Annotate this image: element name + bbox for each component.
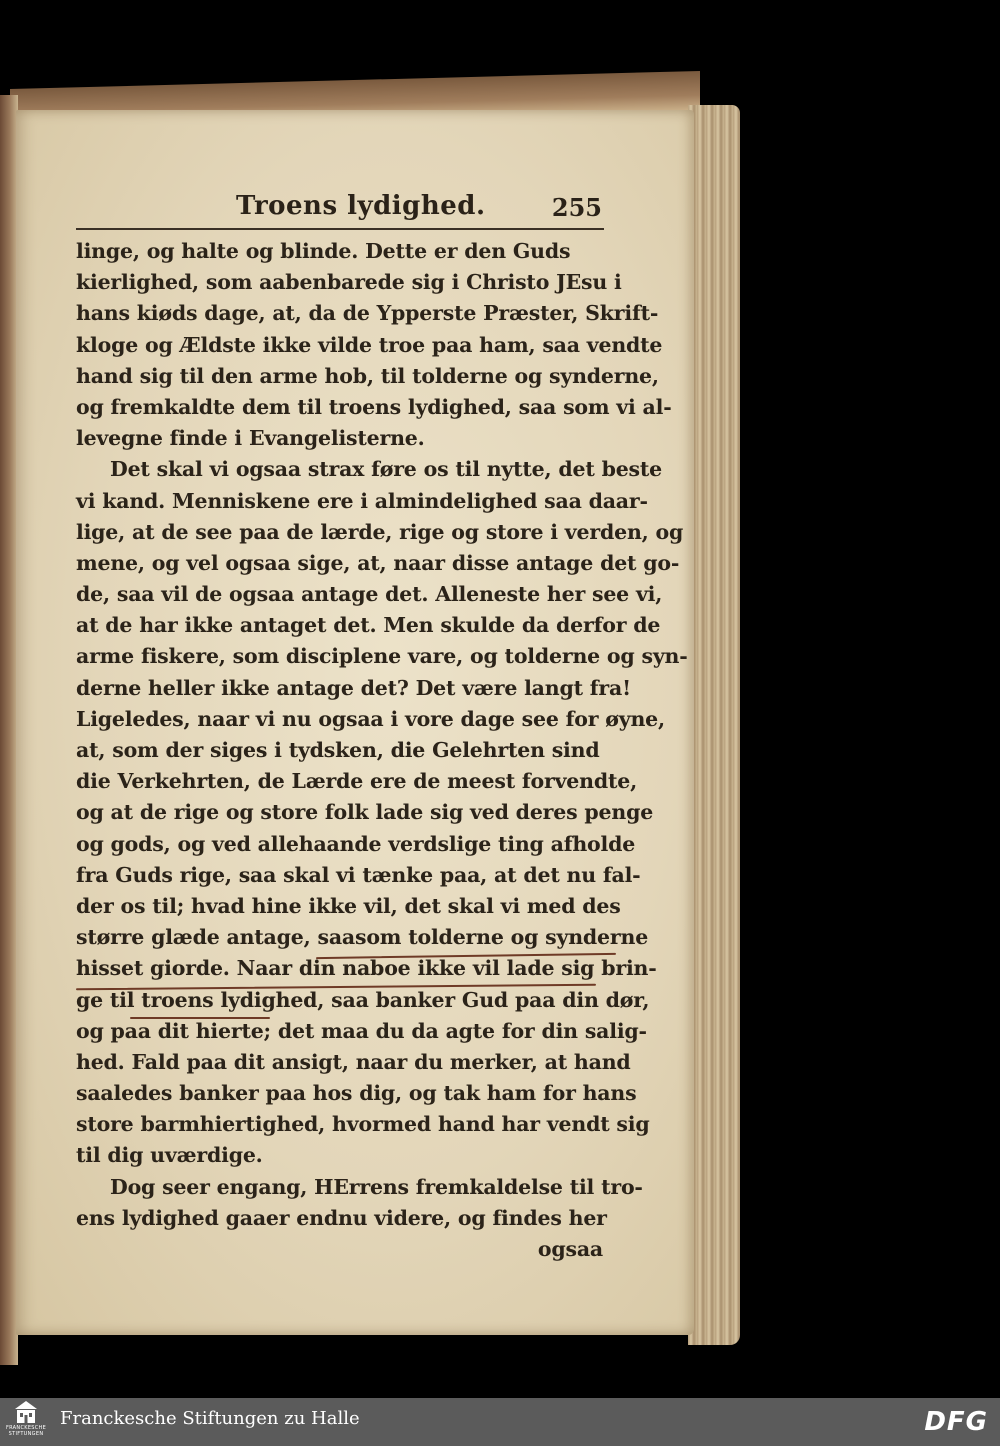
ink-underline — [130, 1017, 270, 1019]
text-line: fra Guds rige, saa skal vi tænke paa, at det nu fal- — [76, 862, 641, 887]
catchword: ogsaa — [537, 1237, 603, 1261]
text-line: og paa dit hierte; det maa du da agte for din salig- — [76, 1018, 647, 1043]
text-line: linge, og halte og blinde. Dette er den Guds — [76, 239, 571, 263]
dfg-logo[interactable]: DFG — [924, 1407, 988, 1437]
text-line: større glæde antage, saasom tolderne og synderne — [76, 925, 649, 950]
text-line: Det skal vi ogsaa strax føre os til nytte, det beste — [110, 457, 663, 482]
text-line: vi kand. Menniskene ere i almindelighed saa daar- — [76, 488, 648, 513]
text-line: store barmhiertighed, hvormed hand har vendt sig — [76, 1112, 650, 1137]
text-line: der os til; hvad hine ikke vil, det skal vi med des — [76, 893, 621, 918]
body-text — [76, 236, 688, 1265]
institution-logo — [6, 1401, 46, 1443]
text-line: arme fiskere, som disciplene vare, og tolderne og syn- — [76, 644, 688, 669]
page-edges — [688, 105, 740, 1345]
text-line: derne heller ikke antage det? Det være langt fra! — [76, 675, 631, 700]
text-line: at de har ikke antaget det. Men skulde da derfor de — [76, 613, 661, 638]
text-line: hed. Fald paa dit ansigt, naar du merker, at hand — [76, 1049, 631, 1074]
text-line: og gods, og ved allehaande verdslige ting afholde — [76, 831, 636, 856]
text-line: ens lydighed gaaer endnu videre, og findes her — [76, 1205, 607, 1230]
text-line: at, som der siges i tydsken, die Gelehrten sind — [76, 738, 600, 762]
text-line: og fremkaldte dem til troens lydighed, saa som vi al- — [76, 394, 672, 419]
text-line: hans kiøds dage, at, da de Ypperste Præster, Skrift- — [76, 301, 659, 326]
text-line: til dig uværdige. — [76, 1143, 263, 1168]
text-line: mene, og vel ogsaa sige, at, naar disse antage det go- — [76, 550, 680, 575]
text-line: saaledes banker paa hos dig, og tak ham for hans — [76, 1081, 637, 1106]
text-line: levegne finde i Evangelisterne. — [76, 426, 425, 451]
text-line: og at de rige og store folk lade sig ved deres penge — [76, 800, 654, 825]
page-number: 255 — [551, 193, 602, 222]
logo-text-1: FRANCKESCHE — [5, 1425, 47, 1431]
text-line: kloge og Ældste ikke vilde troe paa ham, saa vendte — [76, 332, 663, 357]
header-rule — [76, 228, 604, 230]
institution-name[interactable]: Franckesche Stiftungen zu Halle — [60, 1408, 360, 1429]
building-icon — [15, 1401, 37, 1425]
running-head — [76, 191, 606, 231]
text-line: ge til troens lydighed, saa banker Gud paa din dør, — [76, 987, 650, 1012]
text-line: die Verkehrten, de Lærde ere de meest forvendte, — [76, 769, 638, 794]
logo-text-2: STIFTUNGEN — [8, 1431, 44, 1437]
text-line: hisset giorde. Naar din naboe ikke vil lade sig brin- — [76, 956, 657, 981]
text-line: Ligeledes, naar vi nu ogsaa i vore dage see for øyne, — [76, 706, 665, 731]
text-line: Dog seer engang, HErrens fremkaldelse til tro- — [110, 1174, 643, 1199]
running-head-title: Troens lydighed. — [236, 191, 486, 221]
text-line: de, saa vil de ogsaa antage det. Alleneste her see vi, — [76, 582, 663, 607]
footer-bar — [0, 1398, 1000, 1446]
text-line: kierlighed, som aabenbarede sig i Christo JEsu i — [76, 270, 622, 295]
text-line: lige, at de see paa de lærde, rige og store i verden, og — [76, 519, 684, 544]
text-line: hand sig til den arme hob, til tolderne og synderne, — [76, 363, 659, 388]
